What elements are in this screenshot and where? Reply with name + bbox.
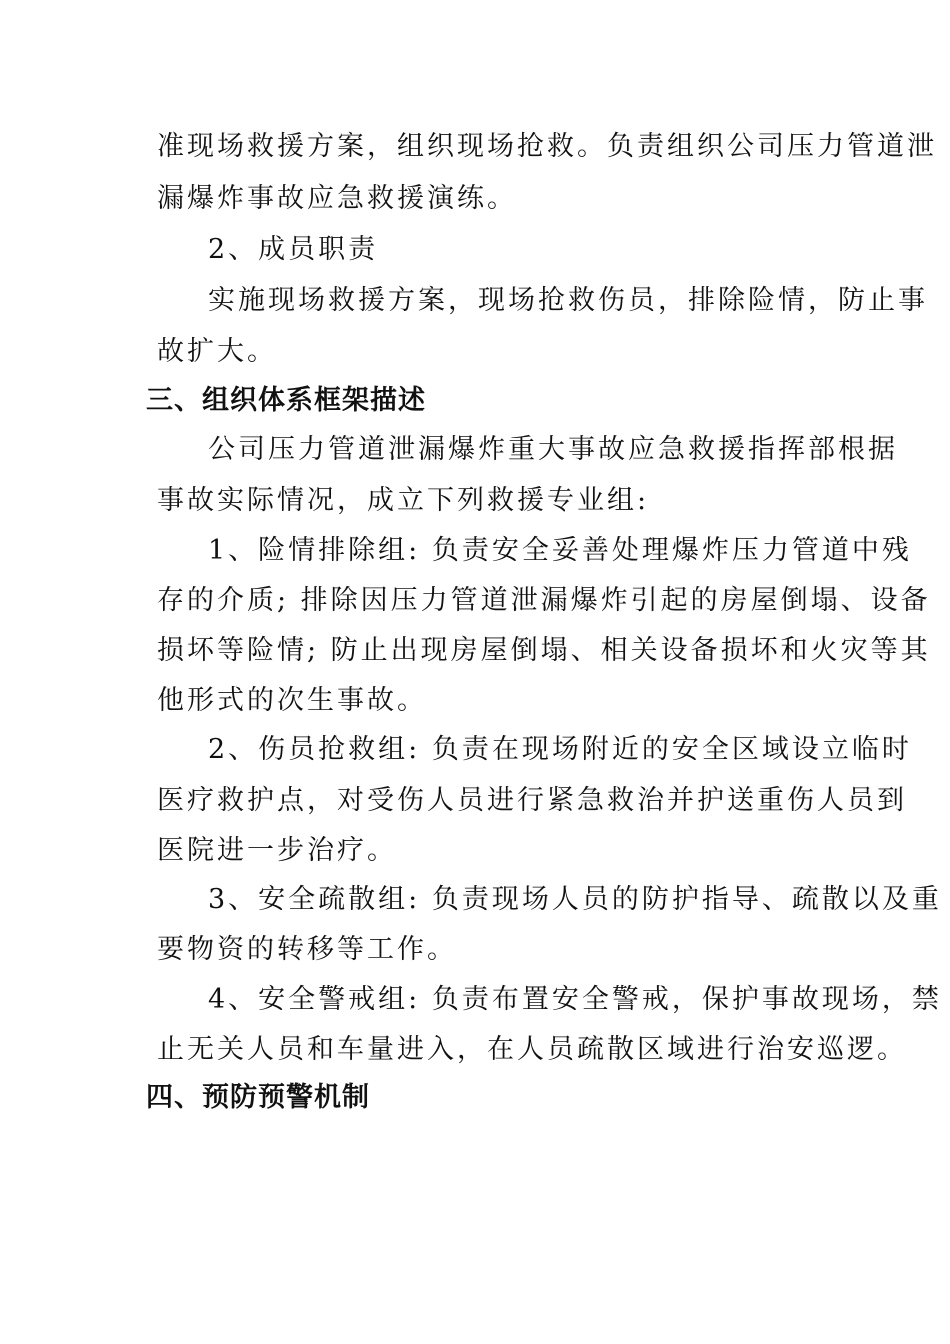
list-item-line: 4、安全警戒组: 负责布置安全警戒，保护事故现场，禁 xyxy=(208,984,942,1015)
section-heading: 四、预防预警机制 xyxy=(146,1082,370,1113)
paragraph-line: 事故实际情况，成立下列救援专业组: xyxy=(157,485,650,516)
list-item-line: 医院进一步治疗。 xyxy=(157,835,397,866)
paragraph-line: 故扩大。 xyxy=(157,336,277,367)
subsection-title: 2、成员职责 xyxy=(208,234,379,265)
list-item-line: 1、险情排除组: 负责安全妥善处理爆炸压力管道中残 xyxy=(208,535,912,566)
list-item-line: 2、伤员抢救组: 负责在现场附近的安全区域设立临时 xyxy=(208,734,912,765)
paragraph-line: 准现场救援方案，组织现场抢救。负责组织公司压力管道泄 xyxy=(157,131,937,162)
list-item-line: 3、安全疏散组: 负责现场人员的防护指导、疏散以及重 xyxy=(208,884,942,915)
list-item-line: 他形式的次生事故。 xyxy=(157,685,427,716)
paragraph-line: 公司压力管道泄漏爆炸重大事故应急救援指挥部根据 xyxy=(208,434,898,465)
paragraph-line: 漏爆炸事故应急救援演练。 xyxy=(157,183,517,214)
section-heading: 三、组织体系框架描述 xyxy=(146,385,426,416)
paragraph-line: 实施现场救援方案，现场抢救伤员，排除险情，防止事 xyxy=(208,285,928,316)
list-item-line: 要物资的转移等工作。 xyxy=(157,934,457,965)
list-item-line: 存的介质; 排除因压力管道泄漏爆炸引起的房屋倒塌、设备 xyxy=(157,585,931,616)
list-item-line: 止无关人员和车量进入，在人员疏散区域进行治安巡逻。 xyxy=(157,1034,907,1065)
list-item-line: 医疗救护点，对受伤人员进行紧急救治并护送重伤人员到 xyxy=(157,785,907,816)
list-item-line: 损坏等险情; 防止出现房屋倒塌、相关设备损坏和火灾等其 xyxy=(157,635,931,666)
